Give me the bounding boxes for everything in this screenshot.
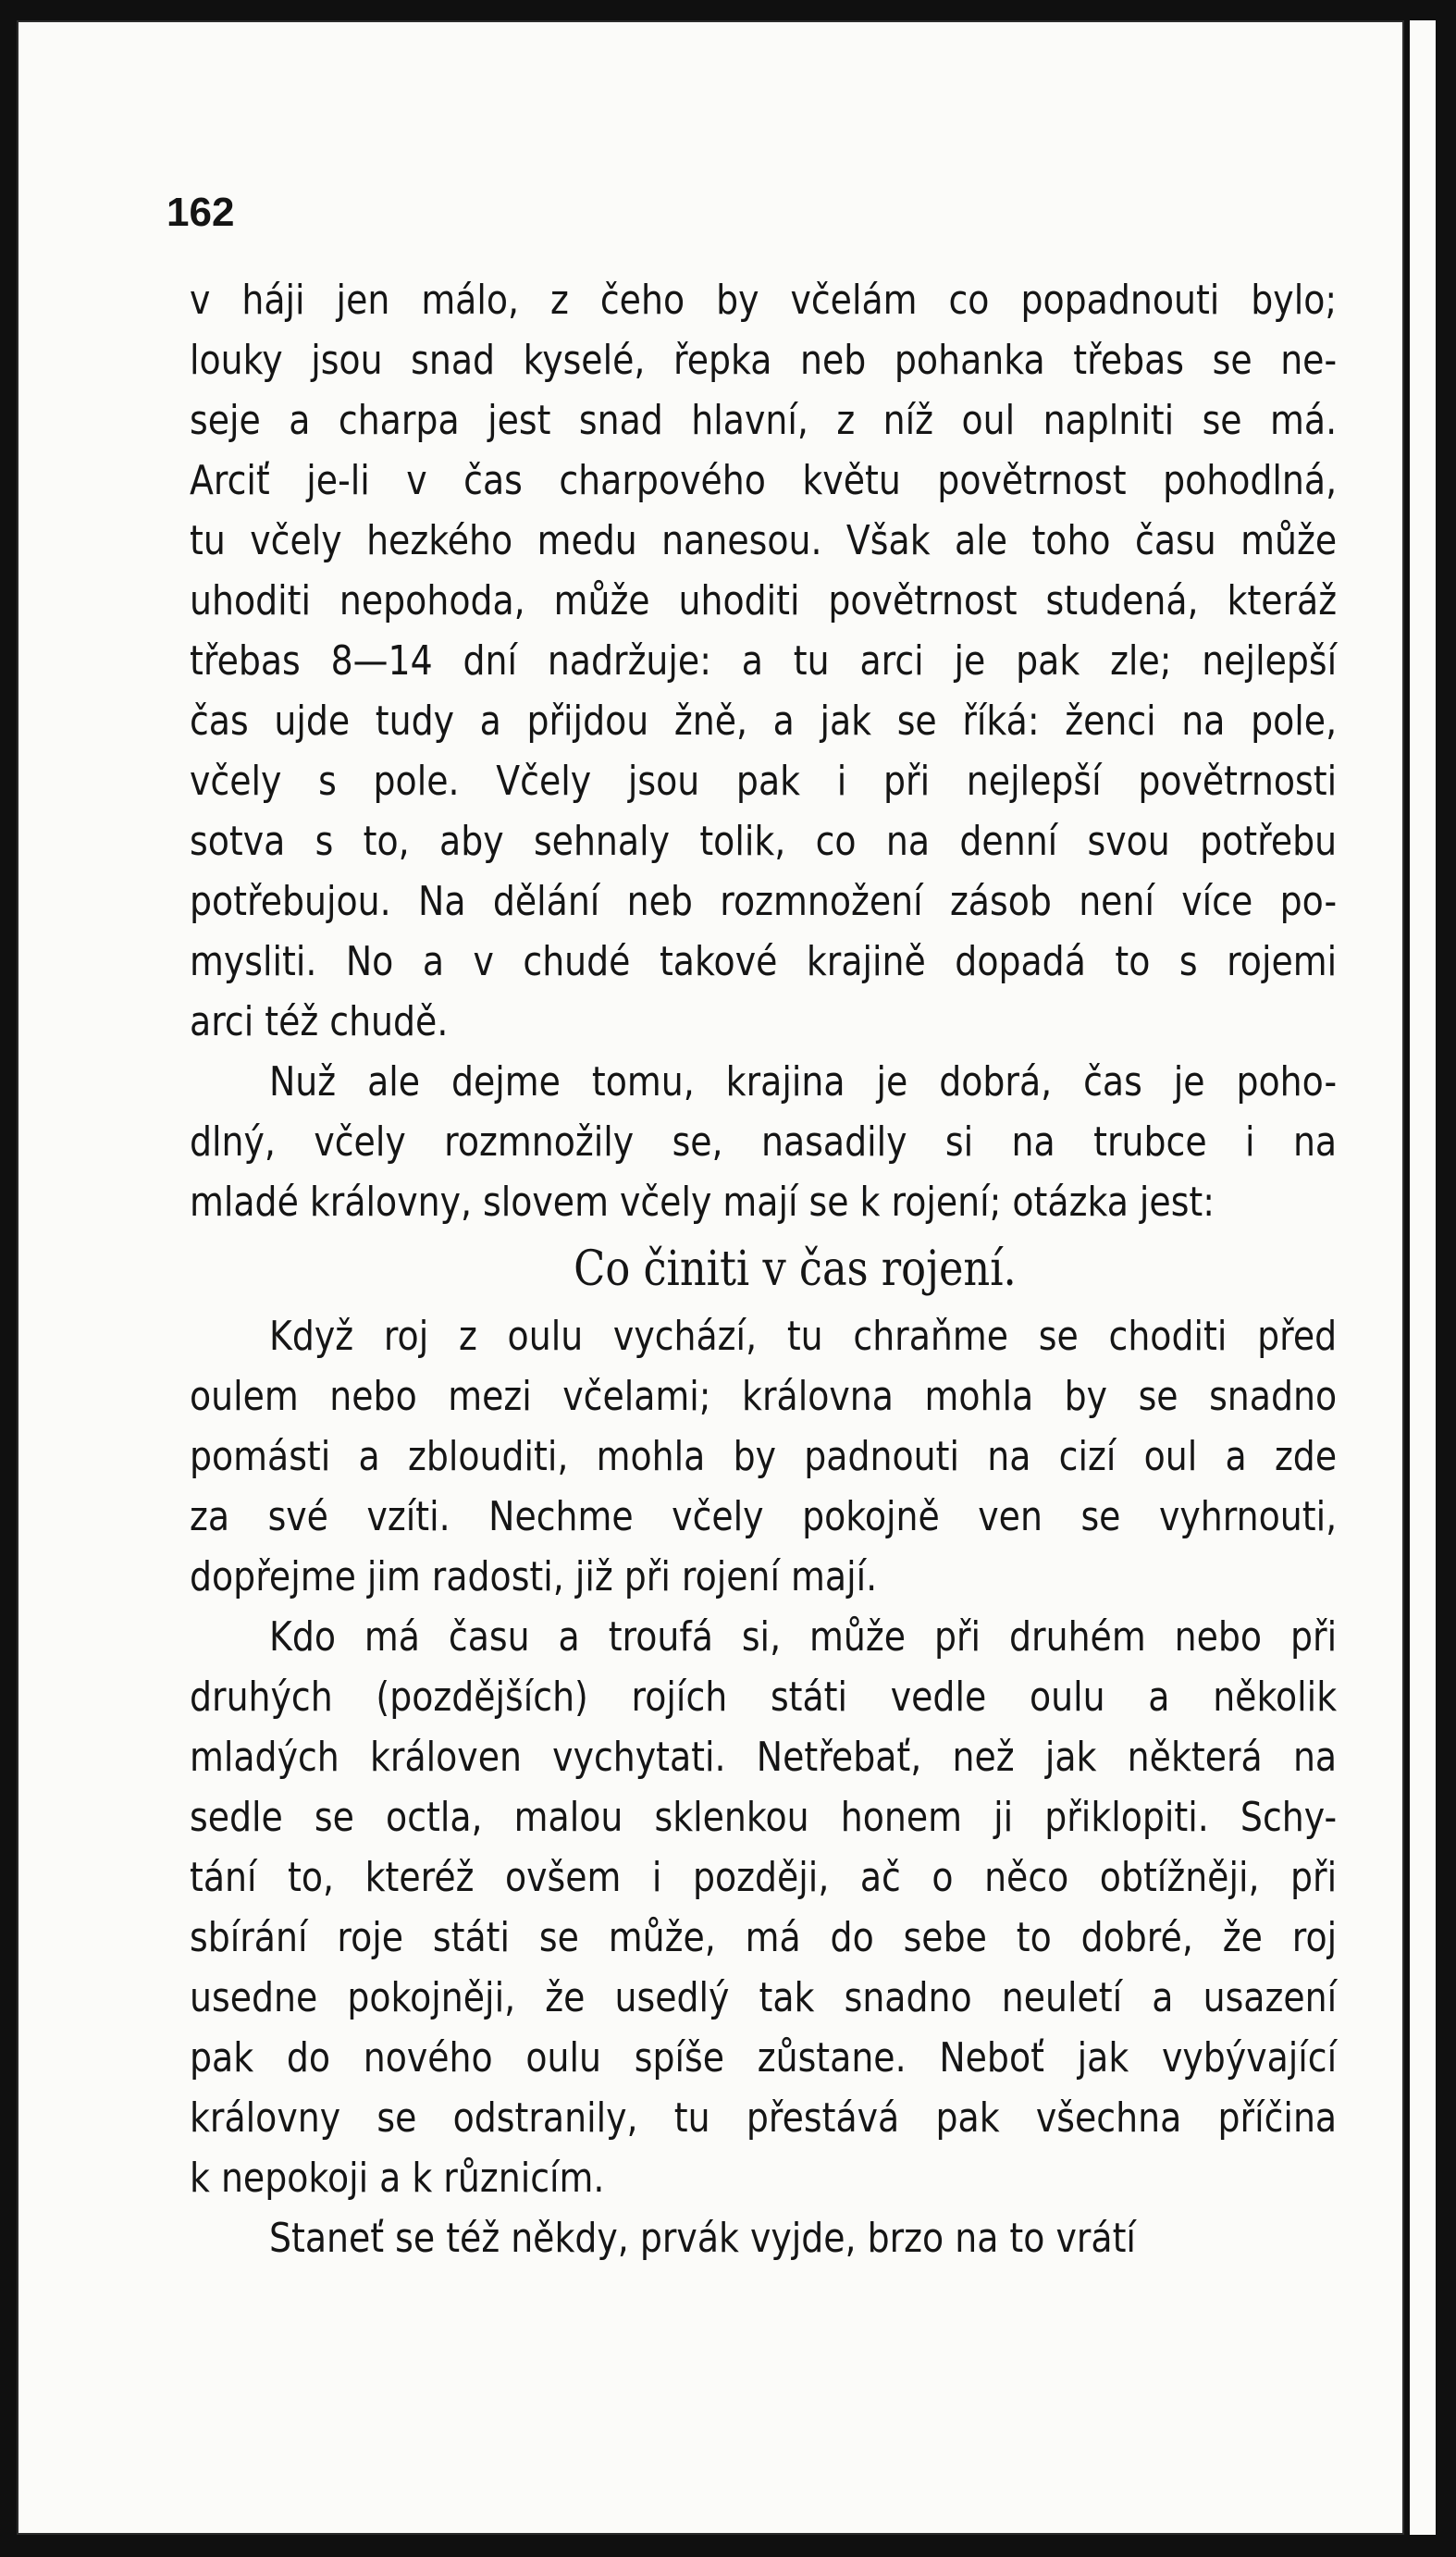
text-line: mysliti. No a v chudé takové krajině dopadá to s rojemi (190, 938, 1338, 985)
text-line: Kdo má času a troufá si, může při druhém nebo při (269, 1613, 1338, 1661)
text-line: tu včely hezkého medu nanesou. Však ale toho času může (190, 517, 1338, 564)
adjacent-page-edge (1410, 20, 1436, 2535)
text-line: pomásti a zblouditi, mohla by padnouti na cizí oul a zde (190, 1433, 1338, 1480)
body-text (190, 270, 1338, 2268)
text-line: mladé královny, slovem včely mají se k rojení; otázka jest: (190, 1179, 1215, 1226)
text-line: dlný, včely rozmnožily se, nasadily si na trubce i na (190, 1118, 1338, 1166)
text-line: Arciť je-li v čas charpového květu povětrnost pohodlná, (190, 457, 1338, 504)
page-number: 162 (167, 190, 235, 235)
text-line: arci též chudě. (190, 998, 449, 1045)
text-line: sotva s to, aby sehnaly tolik, co na denní svou potřebu (190, 818, 1338, 865)
text-line: královny se odstranily, tu přestává pak všechna příčina (190, 2094, 1338, 2142)
text-line: dopřejme jim radosti, již při rojení mají. (190, 1553, 878, 1600)
text-line: sedle se octla, malou sklenkou honem ji přiklopiti. Schy- (190, 1794, 1338, 1841)
text-line: sbírání roje státi se může, má do sebe to dobré, že roj (190, 1914, 1338, 1961)
text-line: Nuž ale dejme tomu, krajina je dobrá, čas je poho- (269, 1058, 1338, 1106)
section-heading: Co činiti v čas rojení. (574, 1241, 1017, 1297)
text-line: tání to, kteréž ovšem i později, ač o něco obtížněji, při (190, 1854, 1338, 1901)
text-line: seje a charpa jest snad hlavní, z níž oul naplniti se má. (190, 397, 1338, 444)
text-line: pak do nového oulu spíše zůstane. Neboť jak vybývající (190, 2034, 1338, 2081)
text-line: mladých královen vychytati. Netřebať, než jak některá na (190, 1734, 1338, 1781)
text-line: čas ujde tudy a přijdou žně, a jak se říká: ženci na pole, (190, 698, 1338, 745)
text-line: za své vzíti. Nechme včely pokojně ven se vyhrnouti, (190, 1493, 1338, 1540)
text-line: včely s pole. Včely jsou pak i při nejlepší povětrnosti (190, 758, 1338, 805)
text-line: uhoditi nepohoda, může uhoditi povětrnost studená, kteráž (190, 577, 1338, 624)
text-line: k nepokoji a k různicím. (190, 2155, 605, 2202)
text-line: druhých (pozdějších) rojích státi vedle oulu a několik (190, 1674, 1338, 1721)
text-line: Staneť se též někdy, prvák vyjde, brzo na to vrátí (269, 2215, 1136, 2262)
text-line: louky jsou snad kyselé, řepka neb pohanka třebas se ne- (190, 337, 1338, 384)
text-line: potřebujou. Na dělání neb rozmnožení zásob není více po- (190, 878, 1338, 925)
text-line: oulem nebo mezi včelami; královna mohla by se snadno (190, 1373, 1338, 1420)
text-line: usedne pokojněji, že usedlý tak snadno neuletí a usazení (190, 1974, 1338, 2021)
text-line: třebas 8—14 dní nadržuje: a tu arci je pak zle; nejlepší (190, 637, 1338, 685)
text-line: Když roj z oulu vychází, tu chraňme se choditi před (269, 1313, 1338, 1360)
text-line: v háji jen málo, z čeho by včelám co popadnouti bylo; (190, 277, 1338, 324)
